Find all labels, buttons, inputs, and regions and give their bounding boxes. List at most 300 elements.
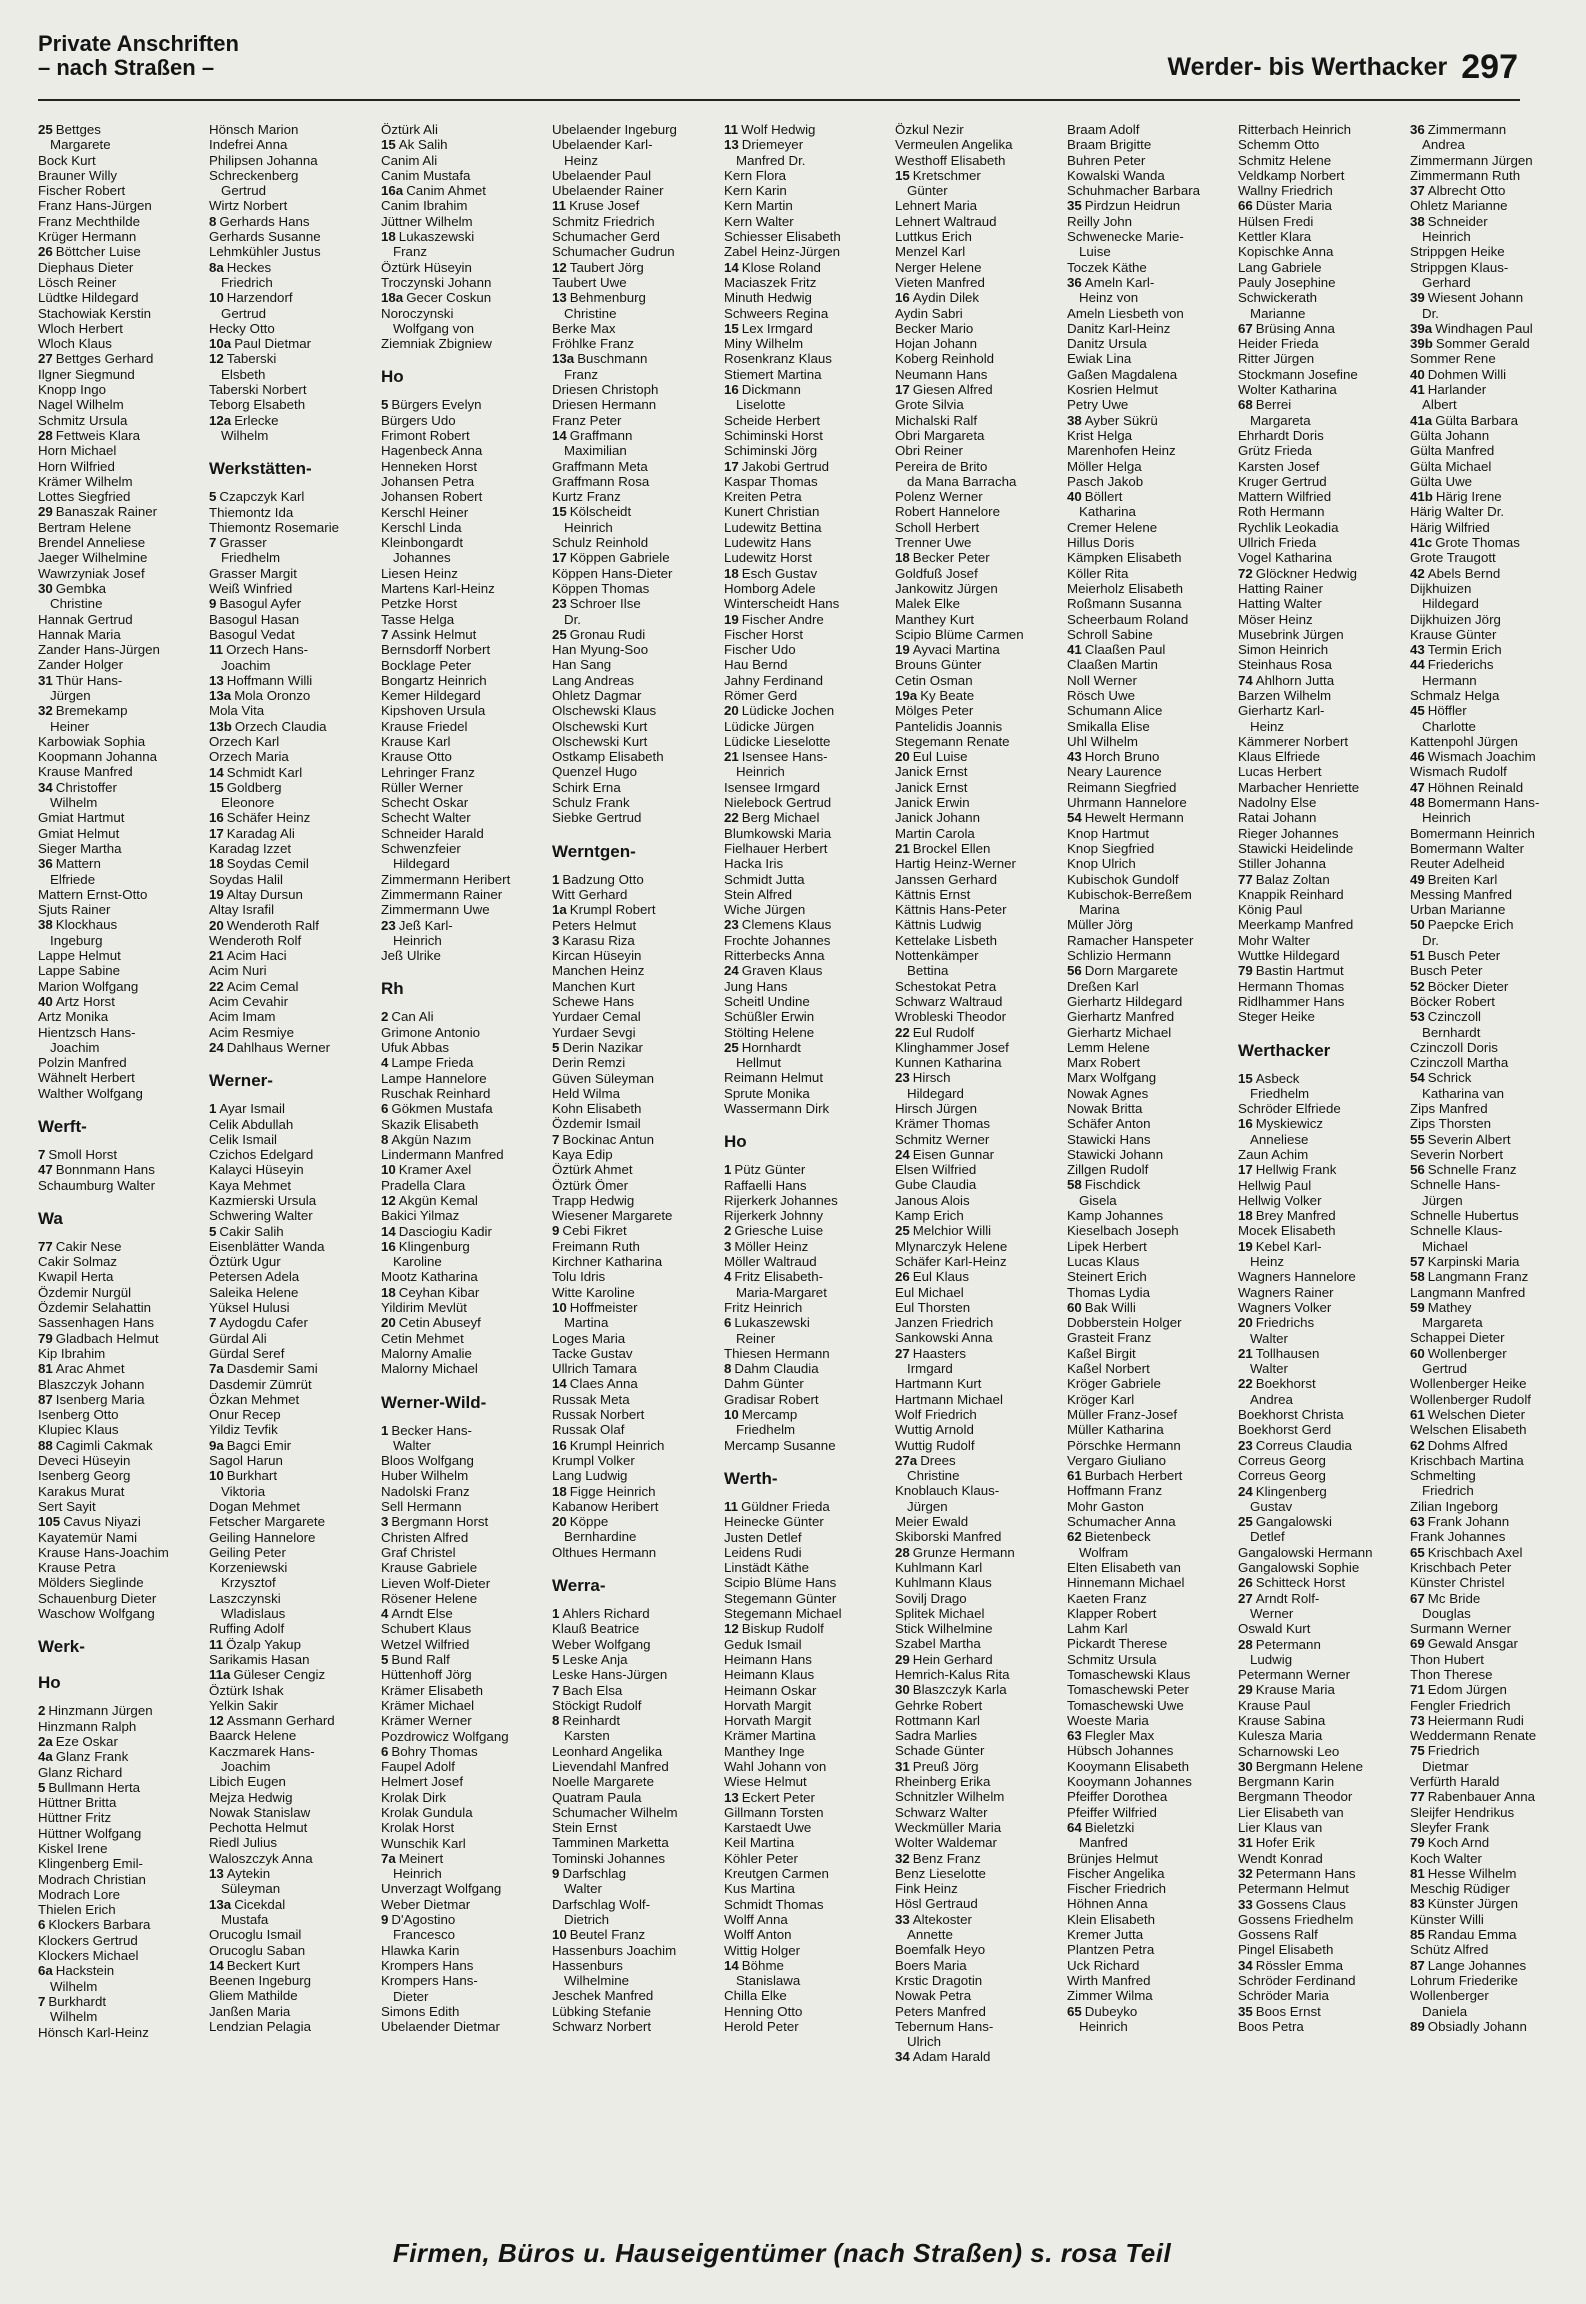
resident-entry <box>1067 520 1243 535</box>
resident-name: Sieger Martha <box>38 840 122 856</box>
resident-entry <box>1067 1361 1243 1376</box>
resident-name: Orzech Claudia <box>234 718 327 734</box>
resident-entry <box>1410 183 1586 198</box>
resident-name: Hecky Otto <box>209 320 275 336</box>
resident-entry <box>38 1361 214 1376</box>
resident-entry <box>552 2004 728 2019</box>
resident-entry <box>1410 780 1586 795</box>
resident-entry <box>1238 459 1414 474</box>
house-number: 21 <box>209 948 224 964</box>
resident-name: Bongartz Heinrich <box>381 672 487 688</box>
resident-name: Fischdick <box>1084 1177 1141 1193</box>
resident-name: Stachowiak Kerstin <box>38 305 152 321</box>
resident-entry <box>38 841 214 856</box>
resident-entry <box>209 122 385 137</box>
resident-entry <box>1067 428 1243 443</box>
resident-entry <box>1410 336 1586 351</box>
resident-entry <box>552 780 728 795</box>
resident-name: Helmert Josef <box>381 1774 464 1790</box>
house-number: 16 <box>1238 1116 1253 1132</box>
resident-name: Wilhelm <box>50 795 98 811</box>
resident-name: Langmann Manfred <box>1410 1284 1526 1300</box>
resident-entry <box>724 1025 900 1040</box>
resident-name: Rösener Helene <box>381 1590 478 1606</box>
resident-entry <box>381 1606 560 1622</box>
resident-name: Gertrud <box>221 305 267 321</box>
resident-name: Tacke Gustav <box>552 1345 633 1361</box>
resident-name: Acim Cemal <box>226 978 299 994</box>
resident-name: Olthues Hermann <box>552 1544 657 1560</box>
resident-name: Jüttner Wilhelm <box>381 213 473 229</box>
resident-name: Wollenberger <box>1410 1988 1489 2004</box>
resident-name: Mohr Gaston <box>1067 1498 1144 1514</box>
resident-name: Tolu Idris <box>552 1269 606 1285</box>
resident-name: Bergmann Horst <box>391 1514 489 1530</box>
resident-entry <box>38 810 214 825</box>
house-number: 17 <box>1238 1162 1253 1178</box>
resident-entry <box>724 1728 900 1743</box>
house-number: 20 <box>724 703 739 719</box>
resident-entry <box>38 382 214 397</box>
house-number: 34 <box>1238 1957 1253 1973</box>
resident-entry <box>895 1239 1071 1254</box>
resident-name: Bomermann Hans- <box>1427 795 1540 811</box>
resident-entry <box>381 489 557 504</box>
resident-name: Hoffmeister <box>569 1299 638 1315</box>
resident-name: Scharnowski Leo <box>1238 1743 1340 1759</box>
resident-entry <box>552 1943 728 1958</box>
resident-name: Lang Andreas <box>552 672 635 688</box>
resident-name: Cakir Solmaz <box>38 1254 118 1270</box>
resident-entry <box>1067 1667 1243 1682</box>
resident-entry <box>1410 841 1586 856</box>
resident-name: Kemer Hildegard <box>381 688 481 704</box>
resident-name: Correus Claudia <box>1255 1437 1352 1453</box>
house-number: 6 <box>381 1743 389 1759</box>
resident-entry <box>1410 1560 1586 1575</box>
house-number: 79 <box>1238 963 1253 979</box>
house-number: 15 <box>209 779 224 795</box>
house-number: 12 <box>724 1621 739 1637</box>
resident-name: Goldfuß Josef <box>895 565 978 581</box>
resident-name: Olschewski Kurt <box>552 718 648 734</box>
resident-entry <box>724 367 900 382</box>
resident-name: Taubert Jörg <box>569 259 644 275</box>
resident-name: Taberski Norbert <box>209 382 307 398</box>
resident-entry <box>895 1698 1071 1713</box>
resident-entry <box>1410 1896 1586 1911</box>
resident-name: Dorn Margarete <box>1084 963 1178 979</box>
resident-name: Marianne <box>1250 305 1306 321</box>
resident-name: Elsen Wilfried <box>895 1162 977 1178</box>
resident-entry <box>895 1728 1071 1743</box>
resident-name: Scheide Herbert <box>724 412 821 428</box>
resident-entry <box>1238 367 1414 382</box>
resident-entry <box>1067 1025 1243 1040</box>
house-number: 6a <box>38 1963 53 1979</box>
resident-name: Ullrich Frieda <box>1238 535 1317 551</box>
resident-entry <box>1067 183 1243 198</box>
resident-name: Derin Nazikar <box>562 1039 643 1055</box>
resident-entry <box>1238 122 1414 137</box>
house-number: 18 <box>895 550 910 566</box>
resident-entry <box>552 1637 728 1652</box>
resident-entry <box>38 520 214 535</box>
resident-name: Fritz Elisabeth- <box>734 1269 824 1285</box>
resident-entry <box>38 1749 214 1764</box>
resident-name: Härig Irene <box>1435 489 1502 505</box>
resident-entry <box>552 1790 728 1805</box>
resident-entry <box>1067 780 1243 795</box>
resident-entry <box>1067 1789 1243 1804</box>
resident-name: Han Sang <box>552 657 612 673</box>
resident-name: Herold Peter <box>724 2019 799 2035</box>
resident-name: Nadolski Franz <box>381 1483 470 1499</box>
resident-entry <box>1238 673 1414 688</box>
resident-name: Schmelting <box>1410 1468 1476 1484</box>
resident-name: Rösch Uwe <box>1067 687 1135 703</box>
resident-entry <box>1067 1866 1243 1881</box>
resident-name: Heinrich <box>564 519 613 535</box>
resident-name: Wloch Klaus <box>38 336 112 352</box>
resident-name: Thiemontz Ida <box>209 504 294 520</box>
resident-name: Dietrich <box>564 1911 610 1927</box>
resident-name: Rheinberg Erika <box>895 1774 991 1790</box>
resident-name: Wollenberger <box>1427 1345 1507 1361</box>
resident-entry <box>381 1086 557 1101</box>
house-number: 9 <box>381 1912 389 1928</box>
entry-continuation <box>552 1728 728 1743</box>
resident-name: Reilly John <box>1067 213 1133 229</box>
resident-name: Russak Meta <box>552 1391 630 1407</box>
house-number: 79 <box>1410 1835 1425 1851</box>
resident-entry <box>1238 535 1414 550</box>
resident-name: Becker Peter <box>912 550 990 566</box>
resident-entry <box>1238 1575 1414 1590</box>
resident-name: Fischer Andre <box>741 611 824 627</box>
resident-entry <box>724 1621 900 1636</box>
resident-entry <box>38 1703 214 1718</box>
resident-entry <box>1238 1881 1414 1896</box>
resident-name: Neary Laurence <box>1067 764 1162 780</box>
resident-entry <box>1410 1988 1586 2003</box>
resident-name: Knappik Reinhard <box>1238 886 1344 902</box>
resident-entry <box>209 1178 385 1193</box>
resident-entry <box>1067 351 1243 366</box>
house-number: 33 <box>895 1911 910 1927</box>
resident-name: Luttkus Erich <box>895 229 972 245</box>
resident-name: Hübsch Johannes <box>1067 1743 1174 1759</box>
resident-name: Fischer Udo <box>724 642 796 658</box>
resident-name: Schmalz Helga <box>1410 687 1500 703</box>
house-number: 8 <box>724 1361 732 1377</box>
resident-name: Lohrum Friederike <box>1410 1972 1518 1988</box>
resident-name: Friedrichs <box>1255 1315 1315 1331</box>
resident-name: Ayber Sükrü <box>1084 412 1158 428</box>
entry-continuation <box>895 1499 1071 1514</box>
resident-entry <box>38 1917 214 1932</box>
resident-entry <box>1410 1667 1586 1682</box>
house-number: 2a <box>38 1733 53 1749</box>
entry-continuation <box>38 1040 214 1055</box>
resident-name: Burbach Herbert <box>1084 1468 1183 1484</box>
resident-entry <box>1067 474 1243 489</box>
resident-name: Liselotte <box>736 397 786 413</box>
resident-entry <box>1238 612 1414 627</box>
resident-entry <box>381 1468 557 1483</box>
resident-name: Taberski <box>226 351 277 367</box>
entry-continuation <box>1410 1606 1586 1621</box>
resident-entry <box>1410 902 1586 917</box>
resident-name: Benz Franz <box>912 1850 981 1866</box>
resident-name: Krämer Michael <box>381 1697 475 1713</box>
resident-name: Thomas Lydia <box>1067 1284 1151 1300</box>
resident-entry <box>724 1637 900 1652</box>
house-number: 7 <box>381 626 389 642</box>
resident-entry <box>381 1713 560 1729</box>
resident-name: Thielen Erich <box>38 1902 116 1918</box>
house-number: 27a <box>895 1452 918 1468</box>
resident-name: Nielebock Gertrud <box>724 795 832 811</box>
house-number: 4 <box>381 1606 389 1622</box>
resident-entry <box>552 1652 728 1667</box>
resident-name: Hildegard <box>907 1085 964 1101</box>
resident-name: Franz Hans-Jürgen <box>38 198 152 214</box>
resident-name: Fielhauer Herbert <box>724 840 828 856</box>
resident-name: Sert Sayit <box>38 1498 96 1514</box>
resident-name: Pereira de Brito <box>895 458 988 474</box>
house-number: 62 <box>1067 1529 1082 1545</box>
house-number: 69 <box>1410 1636 1425 1652</box>
resident-name: Saleika Helene <box>209 1284 299 1300</box>
resident-entry <box>381 1973 557 1988</box>
resident-entry <box>381 1560 557 1575</box>
resident-name: Bertram Helene <box>38 519 132 535</box>
resident-entry <box>552 428 728 443</box>
resident-entry <box>552 673 728 688</box>
resident-entry <box>1410 550 1586 565</box>
resident-name: Bettges <box>55 122 101 137</box>
resident-name: Aydogdu Cafer <box>219 1315 308 1331</box>
entry-continuation <box>1410 275 1586 290</box>
resident-name: Karpinski Maria <box>1427 1253 1520 1269</box>
resident-name: Ohletz Marianne <box>1410 198 1508 214</box>
house-number: 20 <box>209 917 224 933</box>
resident-name: Gmiat Hartmut <box>38 810 125 826</box>
entry-continuation <box>895 1361 1071 1376</box>
resident-name: Berke Max <box>552 320 616 336</box>
resident-name: Schubert Klaus <box>381 1621 472 1637</box>
resident-name: Wenderoth Ralf <box>226 917 319 933</box>
resident-name: Köppen Hans-Dieter <box>552 565 673 581</box>
resident-entry <box>209 1866 385 1881</box>
resident-entry <box>552 963 728 978</box>
resident-entry <box>1410 1835 1586 1850</box>
street-range: Werder- bis Werthacker <box>1167 53 1448 81</box>
resident-name: Grütz Frieda <box>1238 443 1312 459</box>
resident-entry <box>552 336 728 351</box>
house-number: 41b <box>1410 489 1433 505</box>
resident-entry <box>1238 474 1414 489</box>
resident-name: Wähnelt Herbert <box>38 1070 135 1086</box>
resident-entry <box>381 780 557 795</box>
resident-entry <box>724 979 900 994</box>
resident-entry <box>381 627 557 642</box>
resident-name: Glöckner Hedwig <box>1255 565 1358 581</box>
resident-entry <box>38 948 214 963</box>
resident-entry <box>724 1851 900 1866</box>
resident-entry <box>552 2019 728 2034</box>
house-number: 13a <box>209 688 232 704</box>
resident-name: Wilhelm <box>50 1978 98 1994</box>
entry-continuation <box>1238 1331 1414 1346</box>
house-number: 7 <box>209 535 217 551</box>
resident-name: Gossens Friedhelm <box>1238 1911 1354 1927</box>
resident-entry <box>1238 1744 1414 1759</box>
street-heading: Werntgen- <box>552 841 636 861</box>
resident-entry <box>895 1116 1071 1131</box>
resident-name: Harzendorf <box>226 290 293 306</box>
resident-name: Ritterbecks Anna <box>724 948 825 964</box>
entry-continuation <box>1067 902 1243 917</box>
resident-name: Kettler Klara <box>1238 229 1312 245</box>
resident-name: Wuttke Hildegard <box>1238 948 1340 964</box>
resident-entry <box>1238 1269 1414 1284</box>
resident-entry <box>1238 1545 1414 1560</box>
resident-name: Zander Hans-Jürgen <box>38 642 160 658</box>
house-number: 18 <box>381 1284 396 1300</box>
resident-entry <box>552 229 728 244</box>
house-number: 7a <box>381 1850 396 1866</box>
resident-entry <box>1067 1743 1243 1758</box>
house-number: 16 <box>724 382 739 398</box>
resident-entry <box>1238 1223 1414 1238</box>
resident-entry <box>552 887 728 902</box>
entry-continuation <box>895 183 1071 198</box>
resident-name: Köppen Thomas <box>552 580 650 596</box>
resident-name: Kwapil Herta <box>38 1269 114 1285</box>
resident-name: Sprute Monika <box>724 1085 810 1101</box>
entry-continuation <box>1067 1835 1243 1850</box>
resident-name: Klockers Gertrud <box>38 1932 138 1948</box>
resident-name: Bergmann Karin <box>1238 1774 1335 1790</box>
resident-entry <box>1410 1881 1586 1896</box>
resident-entry <box>1410 1698 1586 1713</box>
resident-name: Grasser Margit <box>209 565 297 581</box>
resident-name: Lehringer Franz <box>381 764 475 780</box>
entry-continuation <box>381 1438 557 1453</box>
resident-name: Johansen Robert <box>381 489 483 505</box>
resident-name: Raffaelli Hans <box>724 1177 807 1193</box>
entry-continuation <box>724 1973 900 1988</box>
resident-entry <box>895 1101 1071 1116</box>
resident-entry <box>1238 229 1414 244</box>
resident-name: Weiß Winfried <box>209 581 293 597</box>
resident-entry <box>1410 1499 1586 1514</box>
resident-name: Stanislawa <box>736 1973 801 1989</box>
resident-name: Philipsen Johanna <box>209 152 318 168</box>
house-number: 4a <box>38 1749 53 1765</box>
resident-name: Härig Walter Dr. <box>1410 504 1505 520</box>
resident-name: Schüßler Erwin <box>724 1009 815 1025</box>
resident-name: Bocklage Peter <box>381 657 472 673</box>
resident-entry <box>381 474 557 489</box>
resident-name: Zilian Ingeborg <box>1410 1498 1498 1514</box>
resident-name: Jahny Ferdinand <box>724 672 824 688</box>
resident-name: Wismach Joachim <box>1427 749 1536 765</box>
resident-name: Becker Mario <box>895 320 974 336</box>
resident-name: Gliem Mathilde <box>209 1988 298 2004</box>
resident-entry <box>552 1851 728 1866</box>
resident-name: Schroer Ilse <box>569 596 641 612</box>
resident-name: Orucoglu Ismail <box>209 1927 302 1943</box>
resident-entry <box>1067 443 1243 458</box>
resident-name: Gerhard <box>1422 274 1471 290</box>
resident-name: Wirth Manfred <box>1067 1972 1151 1988</box>
resident-entry <box>1067 1468 1243 1483</box>
resident-entry <box>381 734 557 749</box>
resident-name: Wallny Friedrich <box>1238 183 1333 199</box>
resident-entry <box>1067 1223 1243 1238</box>
street-heading: Werkstätten- <box>209 459 312 479</box>
resident-entry <box>381 1851 557 1866</box>
resident-name: Elsbeth <box>221 366 266 382</box>
resident-entry <box>209 2019 385 2034</box>
resident-name: Kooymann Johannes <box>1067 1774 1192 1790</box>
resident-name: Özdemir Selahattin <box>38 1300 152 1316</box>
resident-entry <box>724 260 900 275</box>
resident-entry <box>552 1744 728 1759</box>
resident-entry <box>209 229 385 244</box>
resident-name: Lüdicke Jürgen <box>724 718 815 734</box>
resident-entry <box>895 428 1071 443</box>
house-number: 51 <box>1410 948 1425 964</box>
resident-entry <box>38 122 214 137</box>
house-number: 4 <box>381 1055 389 1071</box>
resident-name: Rieger Johannes <box>1238 825 1339 841</box>
resident-name: Rijerkerk Johannes <box>724 1192 838 1208</box>
resident-name: Schnelle Hans- <box>1410 1177 1501 1193</box>
resident-entry <box>552 459 728 474</box>
resident-entry <box>895 780 1071 795</box>
resident-name: Böhme <box>741 1957 784 1973</box>
entry-continuation <box>1238 1652 1414 1667</box>
resident-name: Cebi Fikret <box>562 1223 627 1239</box>
resident-name: Steinert Erich <box>1067 1269 1147 1285</box>
resident-entry <box>1238 550 1414 565</box>
entry-continuation <box>724 397 900 412</box>
resident-name: Klose Roland <box>741 259 821 275</box>
resident-entry <box>1067 581 1243 596</box>
resident-entry <box>38 1948 214 1963</box>
resident-name: Horch Bruno <box>1084 749 1160 765</box>
resident-entry <box>1410 612 1586 627</box>
resident-name: Steger Heike <box>1238 1009 1315 1025</box>
resident-name: Flegler Max <box>1084 1728 1155 1744</box>
resident-name: Nadolny Else <box>1238 795 1317 811</box>
resident-name: Kayatemür Nami <box>38 1529 138 1545</box>
resident-name: Rabenbauer Anna <box>1427 1789 1536 1805</box>
resident-name: Wendt Konrad <box>1238 1850 1323 1866</box>
resident-name: Lappe Helmut <box>38 948 121 964</box>
house-number: 39b <box>1410 336 1433 352</box>
house-number: 35 <box>1067 198 1082 214</box>
resident-name: Krause Petra <box>38 1560 116 1576</box>
resident-name: Kipshoven Ursula <box>381 703 486 719</box>
resident-entry <box>38 1025 214 1040</box>
resident-entry <box>1067 764 1243 779</box>
resident-entry <box>1067 1636 1243 1651</box>
